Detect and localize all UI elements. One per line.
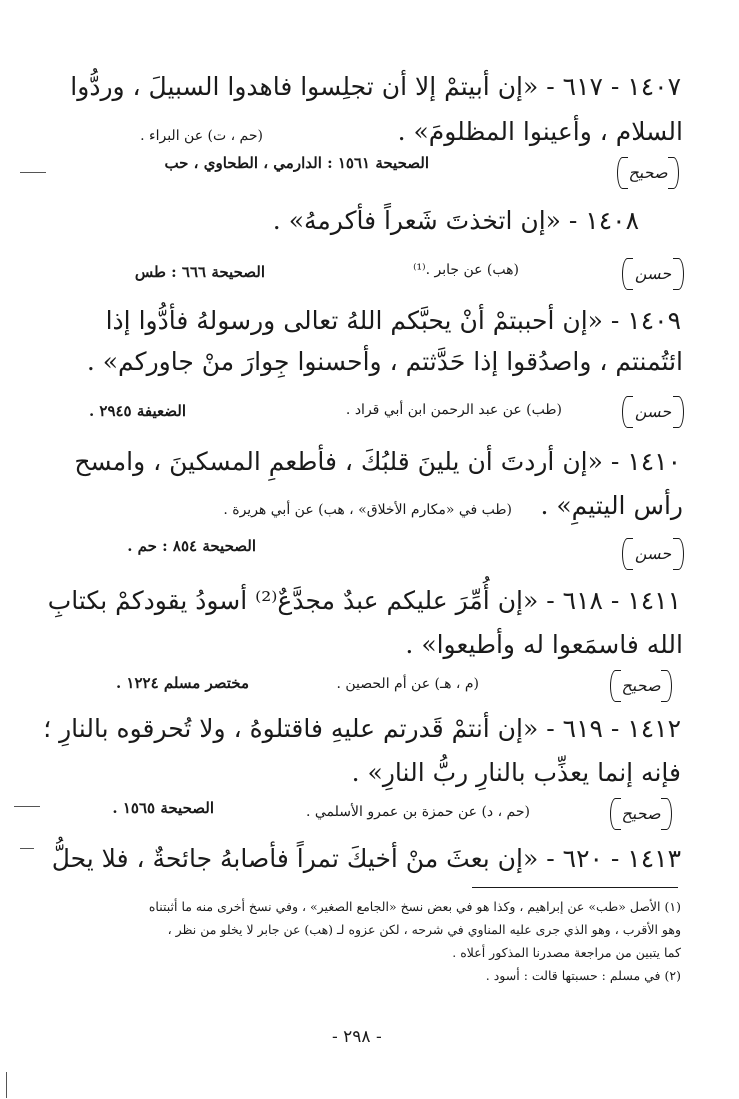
hadith-1411-line2: الله فاسمَعوا له وأطيعوا» . (405, 630, 683, 659)
hadith-1407-line2: السلام ، وأعينوا المظلومَ» . (397, 117, 683, 146)
hadith-1409-line2: ائتُمنتم ، واصدُقوا إذا حَدَّثتم ، وأحسنوا جِوارَ منْ جاوركم» . (86, 347, 683, 376)
hadith-1408-line1: ١٤٠٨ - «إن اتخذتَ شَعراً فأكرمهُ» . (272, 206, 639, 235)
hadith-1411-grade: صحيح (610, 670, 672, 700)
footnote-1-line1: (١) الأصل «طب» عن إبراهيم ، وكذا هو في بعض نسخ «الجامع الصغير» ، وفي نسخ أخرى منه ما أثبتناه (148, 899, 681, 914)
footnote-1-line2: وهو الأقرب ، وهو الذي جرى عليه المناوي في شرحه ، لكن عزوه لـ (هب) عن جابر لا يخلو من نظر ، (167, 922, 681, 937)
page-number: - ٢٩٨ - (332, 1027, 382, 1047)
hadith-1410-grade: حسن (622, 538, 684, 568)
hadith-1412-line2: فإنه إنما يعذِّب بالنارِ ربُّ النارِ» . (351, 758, 681, 787)
hadith-1411-source: مختصر مسلم ١٢٢٤ . (115, 674, 249, 692)
hadith-1408-source: الصحيحة ٦٦٦ : طس (134, 263, 265, 281)
hadith-1412-source: الصحيحة ١٥٦٥ . (112, 799, 214, 817)
hadith-1408-reference: (هب) عن جابر .⁽¹⁾ (413, 262, 519, 278)
hadith-1410-line2: رأس اليتيمِ» . (540, 491, 683, 520)
hadith-1407-line1: ١٤٠٧ - ٦١٧ - «إن أبيتمْ إلا أن تجلِسوا فاهدوا السبيلَ ، وردُّوا (70, 72, 681, 101)
hadith-1412-grade: صحيح (610, 798, 672, 828)
scan-margin-mark (20, 848, 34, 849)
scan-margin-mark (20, 172, 46, 173)
footnote-2: (٢) في مسلم : حسبتها قالت : أسود . (485, 968, 681, 983)
hadith-1412-line1: ١٤١٢ - ٦١٩ - «إن أنتمْ قَدرتم عليهِ فاقتلوهُ ، ولا تُحرقوه بالنارِ ؛ (43, 714, 681, 743)
hadith-1412-reference: (حم ، د) عن حمزة بن عمرو الأسلمي . (305, 804, 530, 820)
hadith-1408-grade: حسن (622, 258, 684, 288)
hadith-1407-source: الصحيحة ١٥٦١ : الدارمي ، الطحاوي ، حب (164, 154, 429, 172)
hadith-1409-reference: (طب) عن عبد الرحمن ابن أبي قراد . (345, 402, 562, 418)
scan-margin-mark (14, 806, 40, 807)
hadith-1409-source: الضعيفة ٢٩٤٥ . (88, 402, 186, 420)
hadith-1410-line1: ١٤١٠ - «إن أردتَ أن يلينَ قلبُكَ ، فأطعمِ المسكينَ ، وامسح (74, 447, 681, 476)
hadith-1413-line1: ١٤١٣ - ٦٢٠ - «إن بعثَ منْ أخيكَ تمراً فأصابهُ جائحةٌ ، فلا يحلُّ (51, 844, 681, 873)
footnote-1-line3: كما يتبين من مراجعة مصدرنا المذكور أعلاه . (452, 945, 681, 960)
hadith-1407-grade: صحيح (617, 157, 679, 187)
hadith-1410-reference: (طب في «مكارم الأخلاق» ، هب) عن أبي هريرة . (223, 502, 512, 518)
hadith-1409-grade: حسن (622, 396, 684, 426)
hadith-1409-line1: ١٤٠٩ - «إن أحببتمْ أنْ يحبَّكم اللهُ تعالى ورسولهُ فأدُّوا إذا (105, 306, 681, 335)
hadith-1407-reference: (حم ، ت) عن البراء . (140, 128, 263, 144)
hadith-1411-reference: (م ، هـ) عن أم الحصين . (336, 676, 479, 692)
hadith-1410-source: الصحيحة ٨٥٤ : حم . (127, 537, 256, 555)
hadith-1411-line1: ١٤١١ - ٦١٨ - «إن أُمِّرَ عليكم عبدٌ مجدَّعٌ⁽²⁾ أسودُ يقودكمْ بكتابِ (47, 586, 681, 615)
scan-edge-mark (6, 1072, 7, 1098)
footnote-separator (472, 887, 678, 888)
